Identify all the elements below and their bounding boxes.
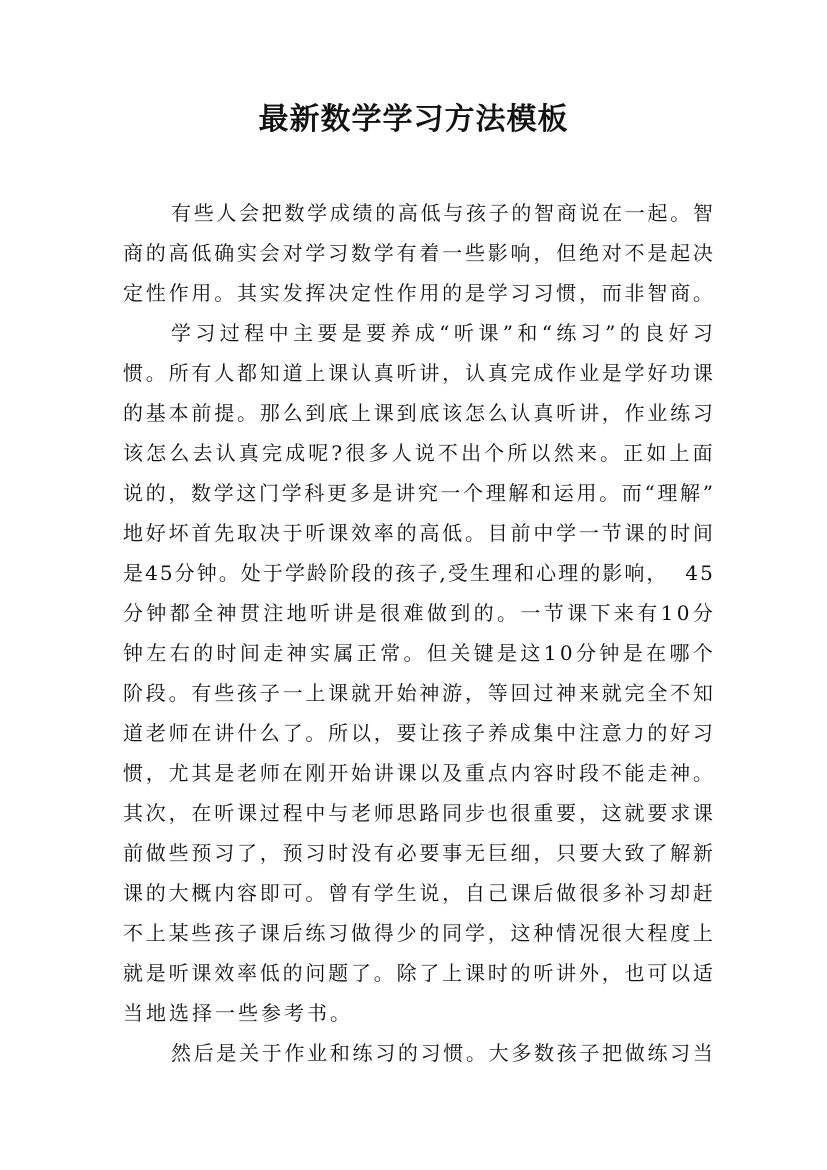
paragraph-line: 当地选择一些参考书。 xyxy=(123,1001,353,1025)
paragraph-line: 阶 段 。 有 些 孩 子 一 上 课 就 开 始 神 游 ， 等 回 过 神 来 就 完 全 不 知 xyxy=(123,681,713,705)
paragraph-line: 定 性 作 用 。 其 实 发 挥 决 定 性 作 用 的 是 学 习 习 惯 ， 而 非 智 商 。 xyxy=(123,281,713,305)
paragraph-line: 钟 左 右 的 时 间 走 神 实 属 正 常 。 但 关 键 是 这 1 0 分 钟 是 在 哪 个 xyxy=(123,641,713,665)
paragraph-line: 有 些 人 会 把 数 学 成 绩 的 高 低 与 孩 子 的 智 商 说 在 一 起 。 智 xyxy=(171,201,713,225)
paragraph-line: 前 做 些 预 习 了 ， 预 习 时 没 有 必 要 事 无 巨 细 ， 只 要 大 致 了 解 新 xyxy=(123,841,713,865)
paragraph-line: 课 的 大 概 内 容 即 可 。 曾 有 学 生 说 ， 自 己 课 后 做 很 多 补 习 却 赶 xyxy=(123,881,713,905)
paragraph-line: 惯 。 所 有 人 都 知 道 上 课 认 真 听 讲 ， 认 真 完 成 作 业 是 学 好 功 课 xyxy=(123,361,713,385)
paragraph-line: 惯 ， 尤 其 是 老 师 在 刚 开 始 讲 课 以 及 重 点 内 容 时 段 不 能 走 神 。 xyxy=(123,761,713,785)
paragraph-line: 该 怎 么 去 认 真 完 成 呢 ? 很 多 人 说 不 出 个 所 以 然 来 。 正 如 上 面 xyxy=(123,441,713,465)
paragraph-line: 的 基 本 前 提 。 那 么 到 底 上 课 到 底 该 怎 么 认 真 听 讲 ， 作 业 练 习 xyxy=(123,401,713,425)
paragraph-line: 然 后 是 关 于 作 业 和 练 习 的 习 惯 。 大 多 数 孩 子 把 做 练 习 当 xyxy=(171,1041,713,1065)
paragraph-line: 分 钟 都 全 神 贯 注 地 听 讲 是 很 难 做 到 的 。 一 节 课 下 来 有 1 0 分 xyxy=(123,601,713,625)
paragraph-line: 地 好 坏 首 先 取 决 于 听 课 效 率 的 高 低 。 目 前 中 学 一 节 课 的 时 间 xyxy=(123,521,713,545)
paragraph-line: 是 4 5 分 钟 。 处 于 学 龄 阶 段 的 孩 子 , 受 生 理 和 心 理 的 影 响 ， 4 5 xyxy=(123,561,713,585)
paragraph-line: 不 上 某 些 孩 子 课 后 练 习 做 得 少 的 同 学 ， 这 种 情 况 很 大 程 度 上 xyxy=(123,921,713,945)
document-title: 最新数学学习方法模板 xyxy=(258,102,569,137)
paragraph-line: 其 次 ， 在 听 课 过 程 中 与 老 师 思 路 同 步 也 很 重 要 ， 这 就 要 求 课 xyxy=(123,801,713,825)
paragraph-line: 就 是 听 课 效 率 低 的 问 题 了 。 除 了 上 课 时 的 听 讲 外 ， 也 可 以 适 xyxy=(123,961,713,985)
paragraph-line: 说 的 ， 数 学 这 门 学 科 更 多 是 讲 究 一 个 理 解 和 运 用 。 而 “ 理 解 ” xyxy=(123,481,713,505)
paragraph-line: 道 老 师 在 讲 什 么 了 。 所 以 ， 要 让 孩 子 养 成 集 中 注 意 力 的 好 习 xyxy=(123,721,713,745)
paragraph-line: 商 的 高 低 确 实 会 对 学 习 数 学 有 着 一 些 影 响 ， 但 绝 对 不 是 起 决 xyxy=(123,241,713,265)
paragraph-line: 学 习 过 程 中 主 要 是 要 养 成 “ 听 课 ” 和 “ 练 习 ” 的 良 好 习 xyxy=(171,321,713,345)
